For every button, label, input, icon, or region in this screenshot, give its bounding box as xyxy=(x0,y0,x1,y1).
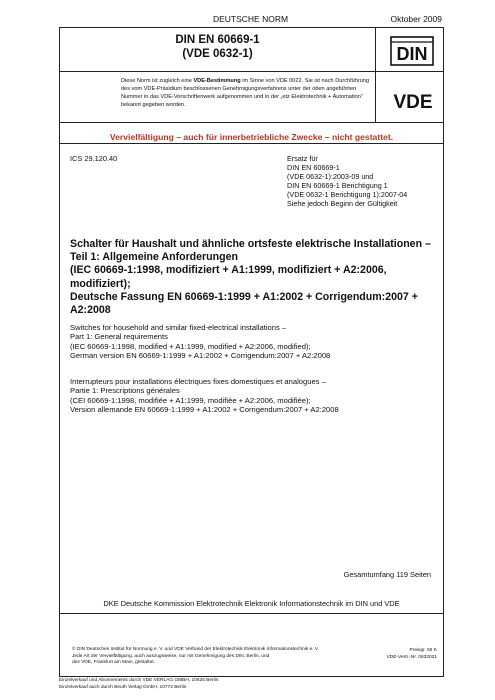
divider xyxy=(60,122,443,123)
document-number-line: (VDE 0632-1) xyxy=(182,48,253,60)
notice-bold: VDE-Bestimmung xyxy=(193,78,241,84)
vde-contract-number: VDE-Vertr.-Nr. 0632021 xyxy=(386,654,437,660)
copyright-notice xyxy=(72,647,372,667)
title-line: (CEI 60669-1:1998, modifiée + A1:1999, modifiée + A2:2006, modifiée); xyxy=(70,395,311,405)
divider xyxy=(60,613,443,614)
title-line: Interrupteurs pour installations électriques fixes domestiques et analogues – xyxy=(70,377,326,386)
title-line: Deutsche Fassung EN 60669-1:1999 + A1:2002 + Corrigendum:2007 + xyxy=(70,290,418,303)
divider xyxy=(60,143,443,144)
copyright-line: © DIN Deutsches Institut für Normung e. V. und VDE Verband der Elektrotechnik Elektronik Informationstechnik e. V. xyxy=(72,647,319,652)
copyright-line: Jede Art der Vervielfältigung, auch auszugsweise, nur mit Genehmigung des DIN, Berlin, und xyxy=(72,653,270,659)
din-logo xyxy=(390,36,434,66)
divider xyxy=(60,71,443,72)
sales-line: Einzelverkauf auch durch Beuth Verlag GmbH, 10772 Berlin xyxy=(59,684,187,690)
replacement-line: DIN EN 60669-1 Berichtigung 1 xyxy=(287,181,388,190)
replacement-line: DIN EN 60669-1 xyxy=(287,163,340,172)
divider xyxy=(375,28,376,122)
sales-info xyxy=(59,678,218,691)
notice-text: Diese Norm ist zugleich eine xyxy=(121,78,194,84)
copyright-line: des VDE, Frankfurt am Main, gestattet. xyxy=(72,660,155,666)
standard-type: DEUTSCHE NORM xyxy=(212,14,289,24)
title-line: (IEC 60669-1:1998, modified + A1:1999, modified + A2:2006, modified); xyxy=(70,341,311,351)
title-line: German version EN 60669-1:1999 + A1:2002 + Corrigendum:2007 + A2:2008 xyxy=(70,351,331,361)
total-pages: Gesamtumfang 119 Seiten xyxy=(343,570,431,579)
page-header xyxy=(59,14,442,26)
sales-line: Einzelverkauf und Abonnements durch VDE VERLAG GMBH, 10625 Berlin xyxy=(59,678,219,683)
title-line: Switches for household and similar fixed-electrical installations – xyxy=(70,323,287,332)
title-english xyxy=(70,323,442,361)
publication-date: Oktober 2009 xyxy=(390,14,442,24)
notice-text: im Sinne von VDE 0022. Sie ist nach Durchführung des vom VDE-Präsidium beschlossenen Genehmigungsverfahrens unter der oben angeführten Nummer in das VDE-Vorschriftenwerk aufgenommen und in der „etz Elektrotechnik + Automation“ bekannt gegeben worden. xyxy=(121,78,370,108)
title-line: Partie 1: Prescriptions générales xyxy=(70,386,180,396)
price-group: Preisgr. 55 K xyxy=(409,648,437,653)
replacement-line: (VDE 0632-1):2003-09 und xyxy=(287,172,374,181)
replacement-line: Siehe jedoch Beginn der Gültigkeit xyxy=(287,199,398,208)
title-line: Version allemande EN 60669-1:1999 + A1:2002 + Corrigendum:2007 + A2:2008 xyxy=(70,405,339,415)
dke-committee: DKE Deutsche Kommission Elektrotechnik Elektronik Informationstechnik im DIN und VDE xyxy=(103,599,400,608)
title-french xyxy=(70,377,442,415)
title-german xyxy=(70,238,442,317)
price-info xyxy=(387,648,437,661)
replacement-line: Ersatz für xyxy=(287,154,318,163)
title-line: A2:2008 xyxy=(70,304,111,317)
title-frame xyxy=(59,27,444,677)
replacement-info xyxy=(287,154,407,208)
replacement-line: (VDE 0632-1 Berichtigung 1):2007-04 xyxy=(287,190,408,199)
title-line: Part 1: General requirements xyxy=(70,332,168,342)
ics-code: ICS 29.120.40 xyxy=(70,154,118,163)
title-line: Teil 1: Allgemeine Anforderungen xyxy=(70,251,238,264)
title-line: modifiziert); xyxy=(70,277,131,290)
vde-notice xyxy=(121,77,373,109)
reproduction-warning: Vervielfältigung – auch für innerbetriebliche Zwecke – nicht gestattet. xyxy=(109,132,394,142)
vde-logo xyxy=(389,92,437,110)
title-line: Schalter für Haushalt und ähnliche ortsfeste elektrische Installationen – xyxy=(70,238,431,250)
document-number-line: DIN EN 60669-1 xyxy=(175,34,260,46)
title-line: (IEC 60669-1:1998, modifiziert + A1:1999, modifiziert + A2:2006, xyxy=(70,264,387,277)
din-logo-text: DIN xyxy=(396,44,428,64)
document-number xyxy=(60,33,375,61)
vde-logo-text: VDE xyxy=(393,92,433,110)
